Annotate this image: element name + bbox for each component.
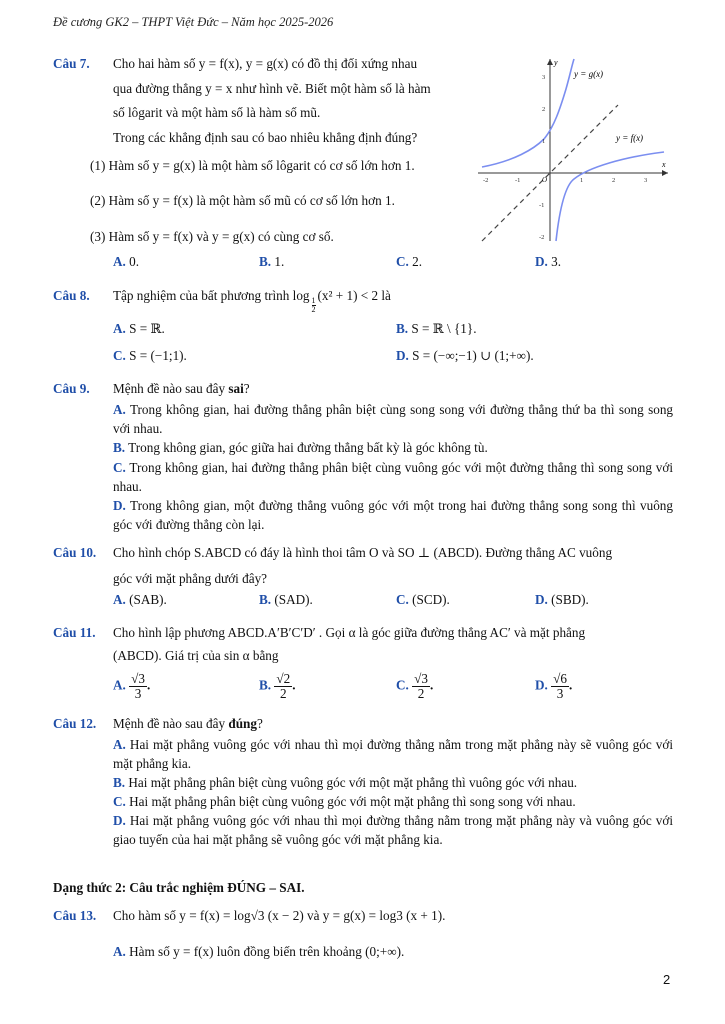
- q10-line-1: Cho hình chóp S.ABCD có đáy là hình thoi tâm O và SO ⊥ (ABCD). Đường thẳng AC vuông: [113, 545, 613, 560]
- q11-d-num: √6: [553, 671, 567, 686]
- q8-stem: [113, 288, 391, 314]
- q7-line-4: Trong các khẳng định sau có bao nhiêu khẳng định đúng?: [113, 130, 418, 145]
- q9-option-c-letter: C.: [113, 460, 126, 475]
- q11-option-c: [396, 672, 433, 701]
- question-11-label: Câu 11.: [53, 625, 96, 640]
- question-7-label: Câu 7.: [53, 56, 90, 71]
- label-f: y = f(x): [616, 133, 644, 143]
- y-tick-1: 1: [542, 138, 546, 145]
- q12-option-b: [113, 773, 673, 792]
- q8-option-c-text: S = (−1;1).: [129, 348, 187, 363]
- q7-line-2: qua đường thẳng y = x như hình vẽ. Biết một hàm số là hàm: [113, 81, 431, 96]
- y-tick-neg1: -1: [539, 202, 545, 209]
- q8-option-d: [396, 348, 534, 364]
- q11-line-2: (ABCD). Giá trị của sin α bằng: [113, 648, 279, 663]
- q7-statement-1: (1) Hàm số y = g(x) là một hàm số lôgarit có cơ số lớn hơn 1.: [90, 158, 415, 173]
- x-tick-2: 2: [612, 177, 616, 184]
- q7-option-c-letter: C.: [396, 254, 409, 269]
- page-number: 2: [663, 972, 671, 987]
- q11-b-den: 2: [280, 686, 287, 701]
- q7-statement-3: (3) Hàm số y = f(x) và y = g(x) có cùng cơ số.: [90, 229, 334, 244]
- q10-option-d-text: (SBD).: [551, 592, 589, 607]
- q7-line-1: Cho hai hàm số y = f(x), y = g(x) có đồ thị đối xứng nhau: [113, 56, 418, 71]
- q13-option-a-letter: A.: [113, 944, 126, 959]
- label-g: y = g(x): [574, 69, 604, 79]
- y-tick-3: 3: [542, 74, 546, 81]
- q9-option-b: [113, 438, 673, 457]
- q7-option-d-letter: D.: [535, 254, 548, 269]
- curve-g: [482, 59, 574, 167]
- origin-label: O: [542, 176, 548, 184]
- q8-option-c-letter: C.: [113, 348, 126, 363]
- q8-option-d-text: S = (−∞;−1) ∪ (1;+∞).: [412, 348, 534, 363]
- q9-option-b-letter: B.: [113, 440, 126, 455]
- page-header: Đề cương GK2 – THPT Việt Đức – Năm học 2025-2026: [53, 15, 334, 29]
- q12-option-c-text: Hai mặt phẳng phân biệt cùng vuông góc với một mặt phẳng thì song song với nhau.: [129, 794, 576, 809]
- q8-base-den: 2: [311, 305, 316, 314]
- q8-option-b: [396, 321, 477, 337]
- q8-text-pre: Tập nghiệm của bất phương trình log: [113, 288, 310, 303]
- q11-d-den: 3: [556, 686, 564, 701]
- q12-option-a-letter: A.: [113, 737, 126, 752]
- q8-option-a: [113, 321, 165, 337]
- q12-stem-post: ?: [256, 716, 263, 731]
- x-tick-neg1: -1: [515, 177, 521, 184]
- q12-stem-bold: đúng: [228, 716, 257, 731]
- q12-option-d-text: Hai mặt phẳng vuông góc với nhau thì mọi đường thẳng nằm trong mặt phẳng này và vuông góc với giao tuyến của hai mặt phẳng sẽ vuông góc với mặt phẳng kia.: [113, 813, 674, 847]
- q12-option-c-letter: C.: [113, 794, 126, 809]
- q9-option-a-letter: A.: [113, 402, 126, 417]
- q10-option-a-text: (SAB).: [129, 592, 167, 607]
- y-axis-arrow-icon: [547, 59, 553, 65]
- section-2-title: Dạng thức 2: Câu trắc nghiệm ĐÚNG – SAI.: [53, 880, 305, 895]
- q13-option-a: [113, 944, 404, 960]
- q7-option-a-letter: A.: [113, 254, 126, 269]
- q12-option-c: [113, 792, 673, 811]
- question-10-label: Câu 10.: [53, 545, 97, 560]
- curve-f: [556, 152, 664, 241]
- y-axis-label: y: [554, 58, 558, 67]
- q11-d-dot: .: [568, 677, 573, 693]
- x-axis-label: x: [662, 160, 666, 169]
- q11-option-d-fraction: [551, 672, 569, 701]
- q9-stem-pre: Mệnh đề nào sau đây: [113, 381, 229, 396]
- q9-option-a: [113, 400, 673, 438]
- q7-option-a: [113, 254, 139, 270]
- q7-option-d: [535, 254, 561, 270]
- q13-stem: Cho hàm số y = f(x) = log√3 (x − 2) và y = g(x) = log3 (x + 1).: [113, 908, 446, 923]
- q11-line-1: Cho hình lập phương ABCD.A′B′C′D′ . Gọi α là góc giữa đường thẳng AC′ và mặt phẳng: [113, 625, 586, 640]
- q12-stem-pre: Mệnh đề nào sau đây: [113, 716, 229, 731]
- q10-option-b: [259, 592, 313, 608]
- q9-option-b-text: Trong không gian, góc giữa hai đường thẳng bất kỳ là góc không tù.: [128, 440, 488, 455]
- q9-option-d-text: Trong không gian, một đường thẳng vuông góc với một trong hai đường thẳng song song thì vuông góc với đường thẳng còn lại.: [113, 498, 673, 532]
- q8-option-b-text: S = ℝ \ {1}.: [411, 321, 477, 336]
- question-8-label: Câu 8.: [53, 288, 90, 303]
- question-12-label: Câu 12.: [53, 716, 97, 731]
- q9-option-c: [113, 458, 673, 496]
- y-tick-2: 2: [542, 106, 546, 113]
- q10-option-c-letter: C.: [396, 592, 409, 607]
- q11-option-a-fraction: [129, 672, 147, 701]
- q9-option-d: [113, 496, 673, 534]
- q11-c-dot: .: [429, 677, 434, 693]
- q9-stem-bold: sai: [228, 381, 244, 396]
- q11-option-b-fraction: [274, 672, 292, 701]
- q10-line-2: góc với mặt phẳng dưới đây?: [113, 571, 268, 586]
- q11-a-dot: .: [146, 677, 151, 693]
- q8-log-base: [312, 297, 316, 314]
- q12-option-a-text: Hai mặt phẳng vuông góc với nhau thì mọi đường thẳng nằm trong mặt phẳng này sẽ vuông góc với mặt phẳng kia.: [113, 737, 673, 771]
- q11-option-b: [259, 672, 296, 701]
- q8-option-c: [113, 348, 187, 364]
- q10-option-a-letter: A.: [113, 592, 126, 607]
- q13-option-a-text: Hàm số y = f(x) luôn đồng biến trên khoảng (0;+∞).: [129, 944, 405, 959]
- q7-option-d-text: 3.: [551, 254, 562, 269]
- q11-b-num: √2: [276, 671, 291, 686]
- q9-option-d-letter: D.: [113, 498, 126, 513]
- q10-option-b-letter: B.: [259, 592, 272, 607]
- q11-a-num: √3: [131, 671, 145, 686]
- q8-option-b-letter: B.: [396, 321, 409, 336]
- q10-option-c: [396, 592, 450, 608]
- q11-option-b-letter: B.: [259, 677, 272, 693]
- q11-c-den: 2: [417, 686, 425, 701]
- q8-base-num: 1: [311, 296, 316, 305]
- q12-option-d-letter: D.: [113, 813, 126, 828]
- x-tick-3: 3: [644, 177, 648, 184]
- q11-b-dot: .: [292, 677, 296, 693]
- q11-option-a-letter: A.: [113, 677, 126, 693]
- q9-option-c-text: Trong không gian, hai đường thẳng phân biệt cùng vuông góc với một đường thẳng thì song song với nhau.: [113, 460, 673, 494]
- q12-option-b-text: Hai mặt phẳng phân biệt cùng vuông góc với một mặt phẳng thì vuông góc với nhau.: [128, 775, 578, 790]
- q7-graph: [474, 55, 674, 245]
- q7-option-b: [259, 254, 284, 270]
- question-13-label: Câu 13.: [53, 908, 97, 923]
- q8-text-post: (x² + 1) < 2 là: [317, 288, 391, 303]
- q11-c-num: √3: [414, 671, 428, 686]
- q12-option-a: [113, 735, 673, 773]
- q12-option-d: [113, 811, 673, 849]
- q12-stem: [113, 716, 263, 732]
- q7-option-c-text: 2.: [412, 254, 423, 269]
- y-tick-neg2: -2: [539, 234, 545, 241]
- question-9-label: Câu 9.: [53, 381, 90, 396]
- q12-option-b-letter: B.: [113, 775, 126, 790]
- x-tick-neg2: -2: [483, 177, 489, 184]
- q11-option-d-letter: D.: [535, 677, 548, 693]
- q9-stem-post: ?: [243, 381, 250, 396]
- q10-option-d-letter: D.: [535, 592, 548, 607]
- q8-option-a-text: S = ℝ.: [129, 321, 165, 336]
- q10-option-b-text: (SAD).: [274, 592, 313, 607]
- q8-option-d-letter: D.: [396, 348, 409, 363]
- x-axis-arrow-icon: [662, 170, 668, 176]
- q11-option-c-letter: C.: [396, 677, 409, 693]
- q7-statement-2: (2) Hàm số y = f(x) là một hàm số mũ có cơ số lớn hơn 1.: [90, 193, 395, 208]
- q7-option-b-letter: B.: [259, 254, 272, 269]
- q7-line-3: số lôgarit và một hàm số là hàm số mũ.: [113, 105, 321, 120]
- x-tick-1: 1: [580, 177, 584, 184]
- q9-option-a-text: Trong không gian, hai đường thẳng phân biệt cùng song song với đường thẳng thứ ba thì song song với nhau.: [113, 402, 674, 436]
- q11-a-den: 3: [134, 686, 142, 701]
- q7-option-a-text: 0.: [129, 254, 140, 269]
- q8-option-a-letter: A.: [113, 321, 126, 336]
- q11-option-c-fraction: [412, 672, 430, 701]
- q7-option-c: [396, 254, 422, 270]
- q9-stem: [113, 381, 250, 397]
- q11-option-d: [535, 672, 572, 701]
- q10-option-c-text: (SCD).: [412, 592, 450, 607]
- q7-option-b-text: 1.: [274, 254, 285, 269]
- q11-option-a: [113, 672, 150, 701]
- q10-option-a: [113, 592, 167, 608]
- q10-option-d: [535, 592, 589, 608]
